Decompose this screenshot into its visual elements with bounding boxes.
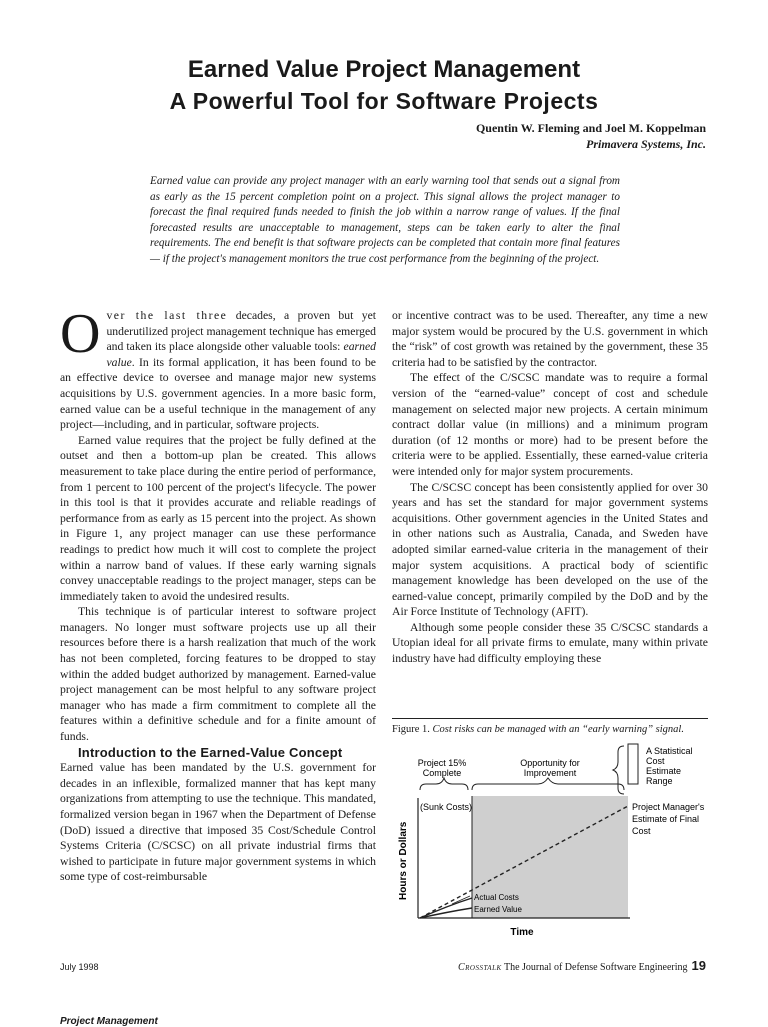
publication-name: Crosstalk — [457, 962, 502, 973]
brace-opportunity — [472, 778, 624, 790]
label-complete: Complete — [422, 768, 462, 778]
y-axis-label: Hours or Dollars — [398, 821, 409, 900]
issue-date: July 1998 — [60, 962, 99, 972]
range-box — [628, 744, 638, 784]
left-column — [60, 303, 377, 885]
label-estimate: Estimate — [646, 766, 682, 776]
label-sunk-costs: (Sunk Costs) — [420, 802, 473, 812]
figure-caption-text: Cost risks can be managed with an “early warning” signal. — [429, 724, 684, 735]
label-pm-estimate-2: Estimate of Final — [632, 814, 700, 824]
brace-range — [613, 746, 624, 794]
figure-caption — [392, 724, 708, 735]
lead-in: ver the last three — [106, 309, 228, 322]
figure-rule — [392, 718, 708, 719]
right-column — [392, 308, 708, 667]
byline — [476, 120, 706, 152]
label-statistical: A Statistical — [646, 746, 693, 756]
label-actual-costs: Actual Costs — [474, 893, 519, 902]
body-paragraph: Earned value has been mandated by the U.S. government for decades in an inflexible, formalized manner that has kept many organizations from attempting to use the technique. This mandated, formalized version began in 1967 when the Department of Defense (DoD) issued a directive that imposed 35 Cost/Schedule Control Systems Criteria (C/SCSC) on all private industrial firms that wished to participate in future major government systems in which some type of cost-reimbursable — [60, 761, 376, 884]
earned-value-diagram — [392, 740, 712, 940]
intro-text: decades, a proven but yet underutilized project management technique has emerged and taken its place alongside other valuable tools: — [106, 309, 377, 354]
label-cost: Cost — [646, 756, 665, 766]
journal-name: The Journal of Defense Software Engineering — [501, 962, 688, 973]
label-pm-estimate-3: Cost — [632, 826, 651, 836]
actual-cost-line — [420, 898, 472, 918]
running-head: Project Management — [60, 1016, 158, 1027]
body-paragraph: This technique is of particular interest to software project managers. No longer must software projects use up all their resources before there is a harsh realization that much of the work has not been completed, forcing features to be dropped to stay within the added budget authorized by management. Earned-value project management can be most helpful to any software project manager who has made a firm commitment to complete all the features within a definitive schedule and for a finite amount of funds. — [60, 605, 376, 744]
label-opportunity: Opportunity for — [520, 758, 580, 768]
earned-value-line — [420, 908, 472, 918]
body-paragraph: Although some people consider these 35 C/SCSC standards a Utopian ideal for all private firms to emulate, many within private industry have had difficulty employing these — [392, 620, 708, 666]
label-improvement: Improvement — [523, 768, 577, 778]
article-subtitle: A Powerful Tool for Software Projects — [169, 88, 599, 114]
brace-project — [420, 778, 468, 790]
label-pm-estimate-1: Project Manager's — [632, 802, 705, 812]
label-project-15: Project 15% — [417, 758, 467, 768]
body-paragraph: The C/SCSC concept has been consistently applied for over 30 years and has set the standard for major government systems acquisitions. Other government agencies in the United States and in other nations such as Australia, Canada, and Sweden have adopted similar earned-value criteria in the management of their major system acquisitions. A practical body of scientific management knowledge has been developed on the use of the earned-value concept, primarily compiled by the DoD and by the Air Force Institute of Technology (AFIT). — [392, 480, 708, 619]
label-earned-value: Earned Value — [474, 905, 522, 914]
author-names: Quentin W. Fleming and Joel M. Koppelman — [475, 121, 706, 135]
journal-footer — [458, 958, 706, 973]
label-range: Range — [646, 776, 673, 786]
intro-emphasis: earned value — [106, 340, 376, 369]
article-title: Earned Value Project Management — [187, 56, 581, 83]
author-organization: Primavera Systems, Inc. — [586, 137, 706, 151]
body-paragraph: The effect of the C/SCSC mandate was to require a formal version of the “earned-value” concept of cost and schedule management on selected major new projects. A certain minimum contract dollar value (in millions) and a minimum program duration (of 12 months or more) had to be present before the criteria were to be applied. Essentially, these earned-value criteria were intended only for major system procurements. — [392, 371, 708, 478]
figure-label: Figure 1. — [392, 724, 430, 735]
drop-cap: O — [60, 303, 101, 365]
body-paragraph: Earned value requires that the project be fully defined at the outset and then a bottom-up plan be created. This allows measurement to take place during the entire period of performance, from 1 percent to 100 percent of the project's lifecycle. The power in this tool is that it provides accurate and reliable readings of performance from as early as 15 percent into the project. As shown in Figure 1, any project manager can use these performance readings to predict how much it will cost to complete the project within a narrow band of values. If these early warning signals convey unacceptable readings to the project manager, steps can be immediately taken to avoid the undesired results. — [60, 433, 376, 603]
abstract: Earned value can provide any project manager with an early warning tool that sends out a signal from as early as the 15 percent completion point on a project. This signal allows the project manager to forecast the final required funds needed to finish the job within a narrow range of values. If the final forecasted results are unacceptable to management, steps can be taken early to alter the final requirements. The end benefit is that software projects can be completed that contain more final features— if the project's management monitors the true cost performance from the beginning of the project. — [150, 175, 620, 265]
intro-text-end: . In its formal application, it has been found to be an effective device to oversee and manage major new systems acquisitions by U.S. government agencies. In a more basic form, earned value can be a useful technique in the management of any project—including, and in particular, software projects. — [60, 355, 376, 432]
page-number: 19 — [691, 958, 706, 973]
body-paragraph: or incentive contract was to be used. Thereafter, any time a new major system would be procured by the U.S. government in which the “risk” of cost growth was retained by the government, these 35 criteria had to be satisfied by the contractor. — [392, 309, 708, 369]
x-axis-label: Time — [510, 927, 534, 938]
intro-paragraph — [60, 303, 377, 433]
section-heading: Introduction to the Earned-Value Concept — [78, 744, 343, 760]
